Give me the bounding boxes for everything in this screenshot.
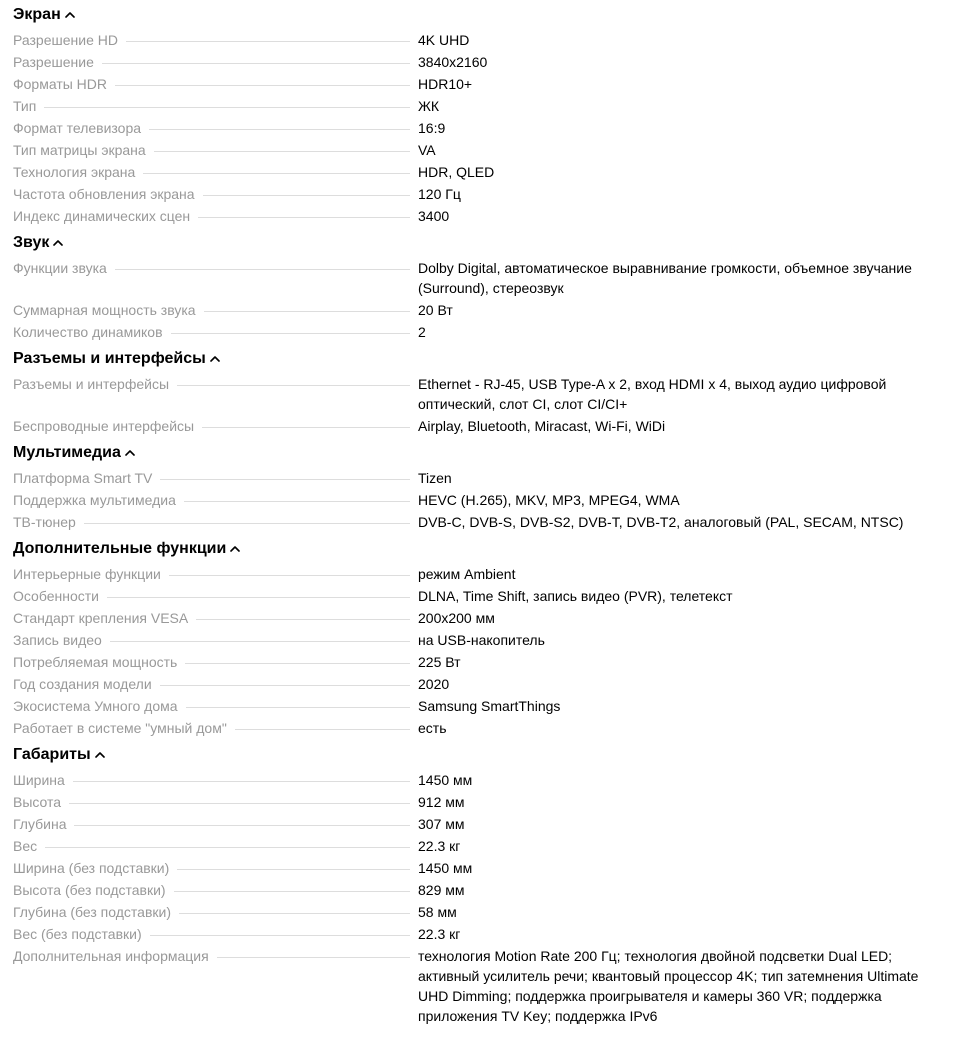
spec-row [13,946,948,1026]
spec-label: Разрешение [13,54,94,70]
spec-label-column [13,184,418,204]
spec-value: 3840x2160 [418,54,488,70]
leader-line [185,663,410,664]
spec-row [13,564,948,586]
spec-label: Поддержка мультимедиа [13,492,176,508]
spec-row [13,718,948,740]
spec-row [13,322,948,344]
spec-row [13,468,948,490]
spec-label: Платформа Smart TV [13,470,153,486]
leader-line [84,523,410,524]
leader-line [204,311,410,312]
spec-label: Особенности [13,588,99,604]
spec-label-column [13,512,418,532]
spec-value: есть [418,720,447,736]
spec-label: Вес [13,838,38,854]
spec-value: 3400 [418,208,450,224]
spec-row [13,630,948,652]
spec-row [13,880,948,902]
chevron-up-icon[interactable] [64,4,76,26]
section-header[interactable] [13,538,948,560]
spec-row [13,416,948,438]
spec-value: 1450 мм [418,860,473,876]
spec-value: 307 мм [418,816,465,832]
spec-value: DVB-C, DVB-S, DVB-S2, DVB-T, DVB-T2, аналоговый (PAL, SECAM, NTSC) [418,514,904,530]
section-title: Разъемы и интерфейсы [13,350,206,367]
spec-label-column [13,140,418,160]
spec-row [13,814,948,836]
leader-line [203,195,410,196]
spec-label-column [13,814,418,834]
spec-value: 16:9 [418,120,446,136]
spec-label: Разрешение HD [13,32,118,48]
spec-value: 200x200 мм [418,610,495,626]
leader-line [107,597,410,598]
leader-line [186,707,410,708]
leader-line [177,869,410,870]
spec-row [13,140,948,162]
leader-line [73,781,410,782]
leader-line [110,641,410,642]
leader-line [115,269,410,270]
spec-value: HDR10+ [418,76,473,92]
leader-line [74,825,410,826]
section-title: Габариты [13,746,91,763]
spec-label: Форматы HDR [13,76,108,92]
spec-label-column [13,52,418,72]
spec-label-column [13,858,418,878]
spec-value: Ethernet - RJ-45, USB Type-A x 2, вход HDMI x 4, выход аудио цифровой оптический, слот CI, слот CI/CI+ [418,376,887,412]
spec-value: 912 мм [418,794,465,810]
spec-row [13,52,948,74]
leader-line [149,129,410,130]
spec-value: 1450 мм [418,772,473,788]
spec-value: Airplay, Bluetooth, Miracast, Wi-Fi, WiDi [418,418,666,434]
spec-row [13,858,948,880]
spec-row [13,924,948,946]
leader-line [154,151,410,152]
spec-row [13,586,948,608]
leader-line [184,501,410,502]
spec-label: ТВ-тюнер [13,514,76,530]
spec-value: 22.3 кг [418,926,461,942]
spec-label-column [13,300,418,320]
spec-row [13,674,948,696]
spec-row [13,512,948,534]
section-header[interactable] [13,232,948,254]
spec-label: Ширина [13,772,65,788]
spec-row [13,490,948,512]
spec-label-column [13,162,418,182]
spec-value: Tizen [418,470,452,486]
spec-label-column [13,880,418,900]
spec-label: Индекс динамических сцен [13,208,191,224]
spec-label: Беспроводные интерфейсы [13,418,195,434]
spec-value: 829 мм [418,882,465,898]
spec-value: 225 Вт [418,654,461,670]
spec-row [13,770,948,792]
spec-label-column [13,118,418,138]
leader-line [69,803,410,804]
spec-label-column [13,374,418,394]
leader-line [179,913,410,914]
spec-label-column [13,924,418,944]
spec-row [13,30,948,52]
chevron-up-icon[interactable] [52,232,64,254]
spec-label: Количество динамиков [13,324,163,340]
spec-label-column [13,258,418,278]
spec-label: Запись видео [13,632,102,648]
leader-line [126,41,410,42]
section-title: Экран [13,6,61,23]
spec-value: DLNA, Time Shift, запись видео (PVR), телетекст [418,588,733,604]
spec-label-column [13,946,418,966]
spec-label: Интерьерные функции [13,566,161,582]
spec-value: HDR, QLED [418,164,495,180]
spec-label: Формат телевизора [13,120,142,136]
spec-row [13,74,948,96]
spec-row [13,162,948,184]
section-header[interactable] [13,4,948,26]
spec-value: VA [418,142,436,158]
section-title: Дополнительные функции [13,540,227,557]
spec-label-column [13,652,418,672]
spec-label: Дополнительная информация [13,948,209,964]
spec-row [13,206,948,228]
spec-label-column [13,630,418,650]
spec-row [13,118,948,140]
leader-line [177,385,410,386]
spec-value: на USB-накопитель [418,632,545,648]
spec-label-column [13,322,418,342]
leader-line [169,575,410,576]
spec-value: ЖК [418,98,440,114]
spec-row [13,836,948,858]
spec-label-column [13,416,418,436]
leader-line [198,217,410,218]
spec-label: Потребляемая мощность [13,654,178,670]
spec-row [13,300,948,322]
spec-label-column [13,96,418,116]
leader-line [160,479,410,480]
section-header[interactable] [13,744,948,766]
leader-line [171,333,410,334]
leader-line [102,63,410,64]
chevron-up-icon[interactable] [229,538,241,560]
spec-label: Суммарная мощность звука [13,302,196,318]
spec-label: Работает в системе "умный дом" [13,720,227,736]
chevron-up-icon[interactable] [209,348,221,370]
spec-value: 120 Гц [418,186,461,202]
spec-label: Технология экрана [13,164,136,180]
spec-label-column [13,792,418,812]
spec-label: Тип [13,98,37,114]
spec-value: 58 мм [418,904,457,920]
leader-line [143,173,410,174]
spec-label-column [13,608,418,628]
leader-line [235,729,410,730]
leader-line [174,891,410,892]
chevron-up-icon[interactable] [94,744,106,766]
spec-label: Высота (без подставки) [13,882,166,898]
spec-label-column [13,718,418,738]
spec-value: 2 [418,324,426,340]
spec-label: Частота обновления экрана [13,186,195,202]
section-title: Мультимедиа [13,444,121,461]
spec-label: Разъемы и интерфейсы [13,376,170,392]
spec-label-column [13,564,418,584]
spec-label-column [13,74,418,94]
leader-line [217,957,410,958]
spec-label-column [13,836,418,856]
leader-line [160,685,410,686]
spec-row [13,184,948,206]
spec-row [13,902,948,924]
spec-label: Высота [13,794,62,810]
spec-label-column [13,490,418,510]
spec-row [13,696,948,718]
spec-value: 22.3 кг [418,838,461,854]
spec-label-column [13,30,418,50]
spec-row [13,792,948,814]
section-header[interactable] [13,348,948,370]
leader-line [115,85,410,86]
spec-value: 4K UHD [418,32,470,48]
section-header[interactable] [13,442,948,464]
spec-label: Ширина (без подставки) [13,860,170,876]
spec-row [13,258,948,298]
spec-label: Вес (без подставки) [13,926,142,942]
spec-label: Глубина [13,816,67,832]
spec-label-column [13,674,418,694]
spec-label: Глубина (без подставки) [13,904,171,920]
spec-label-column [13,206,418,226]
spec-row [13,96,948,118]
leader-line [44,107,410,108]
leader-line [45,847,410,848]
spec-value: технология Motion Rate 200 Гц; технология двойной подсветки Dual LED; активный усилитель речи; квантовый процессор 4K; тип затемнения Ultimate UHD Dimming; поддержка проигрывателя и камеры 360 VR; поддержка приложения TV Key; поддержка IPv6 [418,948,919,1024]
spec-value: HEVC (H.265), MKV, MP3, MPEG4, WMA [418,492,680,508]
spec-value: режим Ambient [418,566,516,582]
leader-line [150,935,410,936]
spec-label: Функции звука [13,260,107,276]
chevron-up-icon[interactable] [124,442,136,464]
leader-line [202,427,410,428]
section-title: Звук [13,234,50,251]
spec-row [13,652,948,674]
spec-value: Dolby Digital, автоматическое выравнивание громкости, объемное звучание (Surround), стереозвук [418,260,912,296]
spec-label: Год создания модели [13,676,152,692]
spec-value: 20 Вт [418,302,453,318]
spec-value: Samsung SmartThings [418,698,561,714]
spec-row [13,374,948,414]
spec-row [13,608,948,630]
leader-line [196,619,410,620]
spec-label: Экосистема Умного дома [13,698,178,714]
spec-label-column [13,468,418,488]
spec-label-column [13,586,418,606]
spec-label-column [13,770,418,790]
spec-label-column [13,902,418,922]
spec-label-column [13,696,418,716]
spec-label: Тип матрицы экрана [13,142,146,158]
spec-value: 2020 [418,676,450,692]
spec-label: Стандарт крепления VESA [13,610,189,626]
